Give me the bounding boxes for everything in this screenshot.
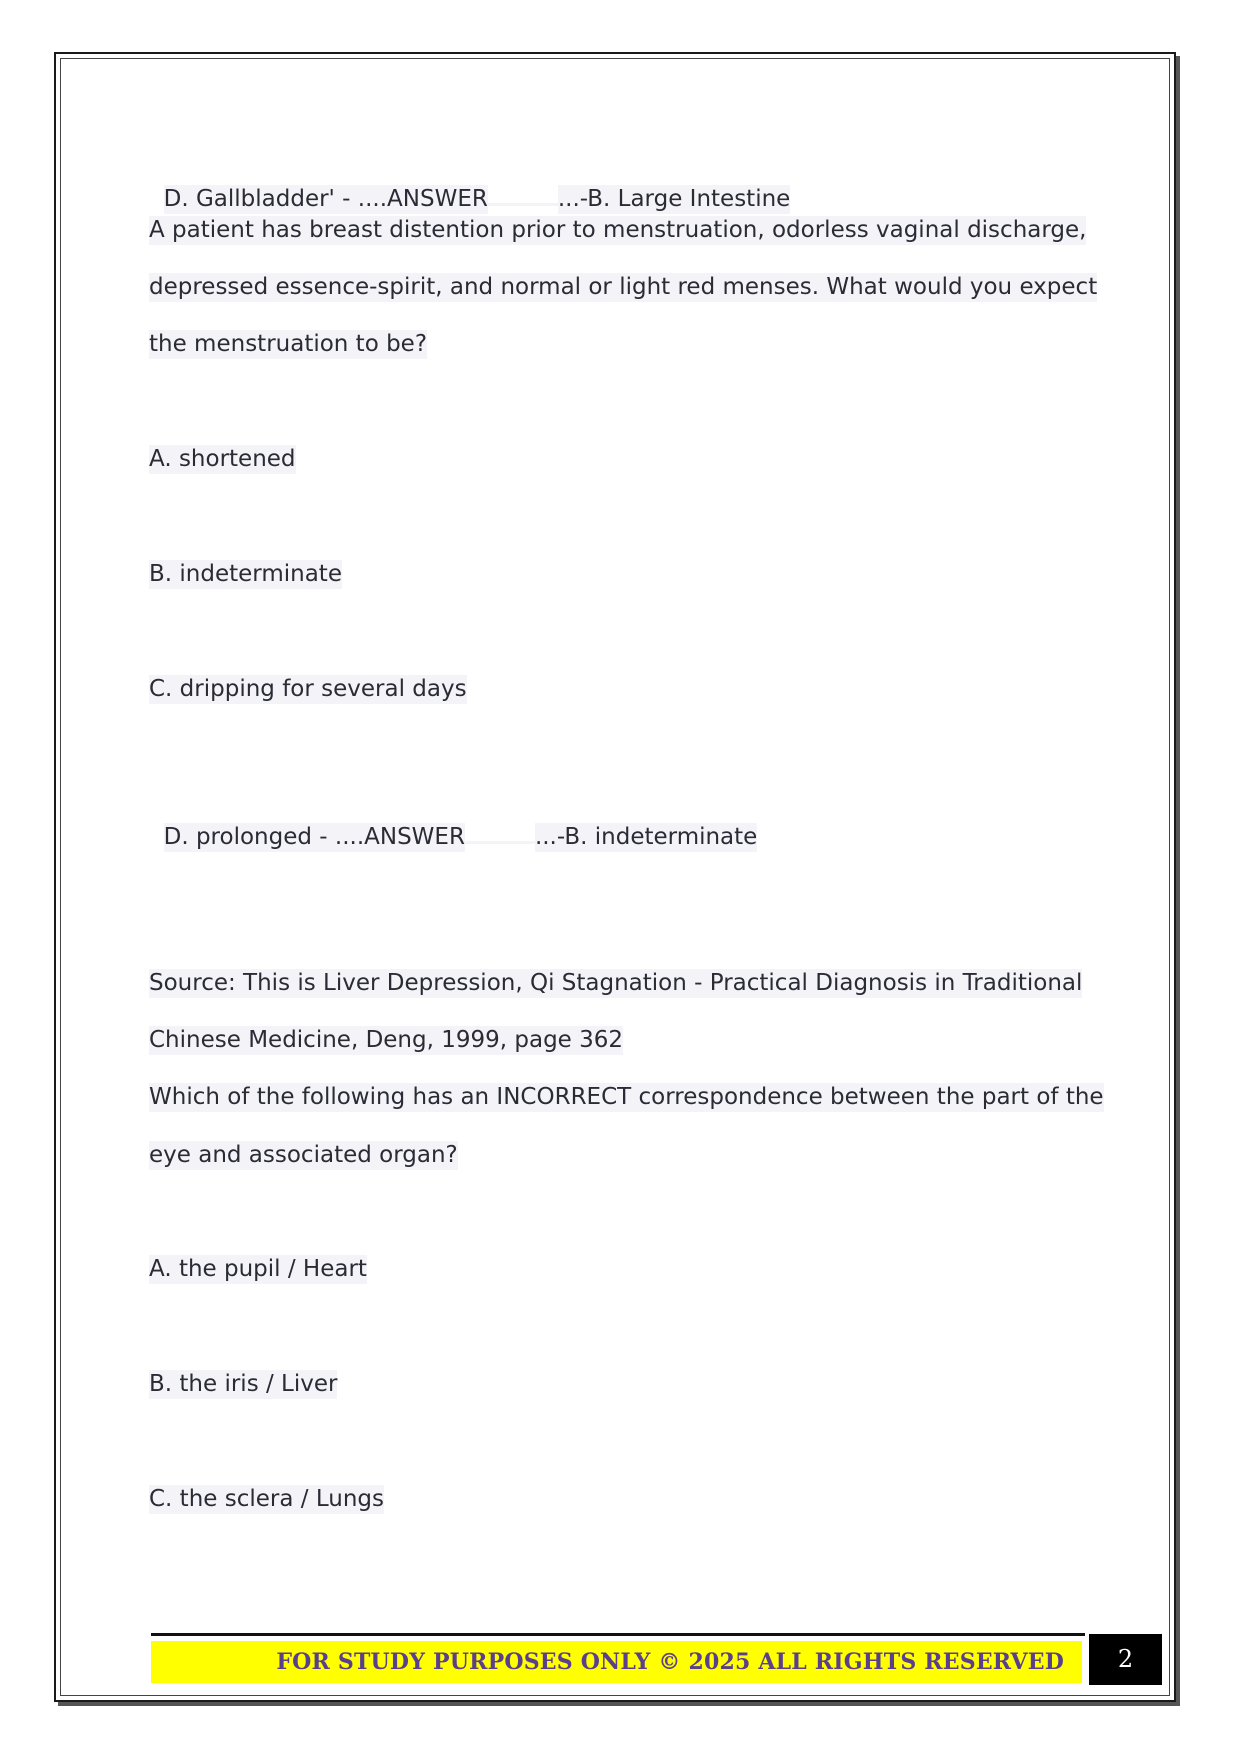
- q2-stem-line-1: A patient has breast distention prior to menstruation, odorless vaginal discharge,: [149, 217, 1087, 243]
- footer-notice: FOR STUDY PURPOSES ONLY © 2025 ALL RIGHTS RESERVED: [151, 1641, 1082, 1683]
- q2-option-c: C. dripping for several days: [149, 676, 467, 702]
- q3-option-b: B. the iris / Liver: [149, 1371, 338, 1397]
- q2-answer: ...-B. indeterminate: [534, 824, 758, 850]
- q2-option-b: B. indeterminate: [149, 561, 342, 587]
- footer-rule: [151, 1633, 1085, 1636]
- q1-option-d-answer-line: [149, 151, 790, 215]
- q3-stem-line-2: eye and associated organ?: [149, 1142, 458, 1168]
- q2-source-line-1: Source: This is Liver Depression, Qi Stagnation - Practical Diagnosis in Traditional: [149, 970, 1083, 996]
- q3-option-a: A. the pupil / Heart: [149, 1256, 367, 1282]
- q3-stem-line-1: Which of the following has an INCORRECT correspondence between the part of the: [149, 1084, 1104, 1110]
- q3-option-c: C. the sclera / Lungs: [149, 1486, 384, 1512]
- q2-stem-line-2: depressed essence-spirit, and normal or light red menses. What would you expect: [149, 274, 1098, 300]
- q2-option-d-answer-line: [149, 789, 757, 853]
- q2-option-d: D. prolonged - ....ANSWER: [163, 824, 465, 850]
- q2-stem-line-3: the menstruation to be?: [149, 331, 428, 357]
- answer-gap: [465, 841, 535, 844]
- answer-gap: [488, 203, 558, 206]
- page-number: 2: [1089, 1634, 1162, 1685]
- q1-option-d: D. Gallbladder' - ....ANSWER: [163, 186, 488, 212]
- q2-option-a: A. shortened: [149, 446, 296, 472]
- q2-source-line-2: Chinese Medicine, Deng, 1999, page 362: [149, 1027, 624, 1053]
- q1-answer: ...-B. Large Intestine: [557, 186, 791, 212]
- page-border-inner: [60, 58, 1170, 1696]
